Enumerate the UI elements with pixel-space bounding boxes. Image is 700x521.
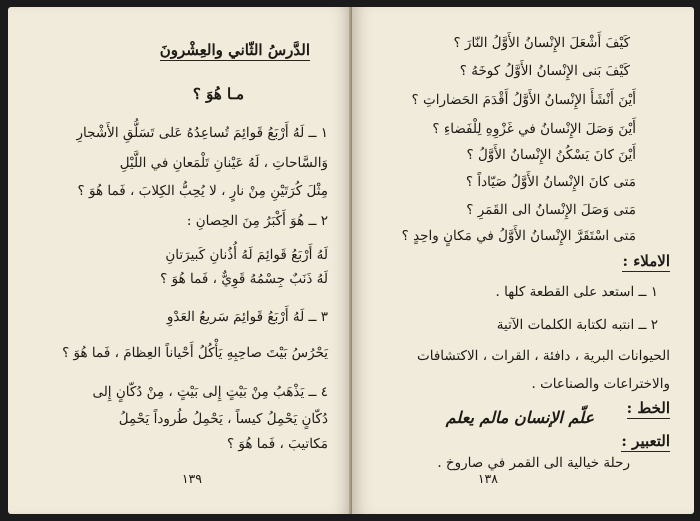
riddle-line: دُكّانٍ يَحْمِلُ كيساً ، يَحْمِلُ طُروداً يَحْمِلُ — [118, 411, 328, 427]
dictation-item: ١ ــ استعد على القطعة كلها . — [495, 284, 658, 300]
riddle-line: مَكاتيبَ ، فَما هُوَ ؟ — [226, 436, 328, 452]
riddle-line: لَهُ أَرْبَعُ قَوائِمَ لَهُ أُذُنانِ كَبيرَتانِ — [165, 247, 328, 263]
riddle-line: ٢ ــ هُوَ أَكْبَرُ مِنَ الحِصانِ : — [186, 213, 328, 229]
page-number: ١٣٨ — [477, 471, 498, 486]
lesson-title: الدَّرسُ الثّاني والعِشْرونَ — [159, 41, 310, 59]
riddle-line: يَحْرُسُ بَيْتَ صاحِبِهِ يَأْكُلُ أَحْياناً العِظامَ ، فَما هُوَ ؟ — [62, 345, 328, 361]
question-line: أَيْنَ وَصَلَ الإِنْسانُ في غَزْوِهِ لِلْفَضاءِ ؟ — [432, 121, 636, 137]
riddle-line: وَالسَّاحاتِ ، لَهُ عَيْنانِ تَلْمَعانِ في اللَّيْلِ — [119, 155, 328, 171]
riddle-line: ٤ ــ يَذْهَبُ مِنْ بَيْتٍ إِلى بَيْتٍ ، مِنْ دُكّانٍ إِلى — [92, 384, 328, 400]
handwriting-heading: الخط : — [626, 399, 670, 417]
handwriting-text: علّم الإنسان مالم يعلم — [445, 408, 594, 427]
question-line: مَتى اسْتَقَرَّ الإِنْسانُ الأَوَّلُ في مَكانٍ واحِدٍ ؟ — [401, 228, 636, 244]
riddle-line: مِثْلَ كُرَتَيْنِ مِنْ نارٍ ، لا يُحِبُّ الكِلابَ ، فَما هُوَ ؟ — [77, 183, 328, 199]
riddle-line: ١ ــ لَهُ أَرْبَعُ قَوائِمَ تُساعِدُهُ عَلى تَسَلُّقِ الأَشْجارِ — [76, 125, 328, 141]
page-number: ١٣٩ — [181, 471, 202, 486]
question-line: مَتى وَصَلَ الإِنْسانُ الى القَمَرِ ؟ — [466, 202, 636, 218]
riddle-line: ٣ ــ لَهُ أَرْبَعُ قَوائِمَ سَريعُ العَدْوِ — [166, 309, 328, 325]
question-line: أَيْنَ أَنْشَأَ الإِنْسانُ الأَوَّلُ أَقْدَمَ الحَضاراتِ ؟ — [411, 92, 636, 108]
right-page — [352, 7, 694, 514]
expression-text: رحلة خيالية الى القمر في صاروخ . — [437, 455, 630, 471]
word-list-line: الحيوانات البرية ، دافئة ، القرات ، الاكتشافات — [417, 348, 670, 364]
riddle-line: لَهُ ذَنَبٌ جِسْمُهُ قَوِيٌّ ، فَما هُوَ ؟ — [160, 271, 328, 287]
word-list-line: والاختراعات والصناعات . — [531, 376, 670, 392]
question-line: أَيْنَ كانَ يَسْكُنُ الإِنْسانُ الأَوَّلُ ؟ — [466, 147, 636, 163]
question-line: كَيْفَ أَشْعَلَ الإِنْسانُ الأَوَّلُ النّارَ ؟ — [453, 35, 630, 51]
expression-heading: التعبير : — [621, 432, 670, 450]
left-page — [8, 7, 352, 514]
question-line: مَتى كانَ الإِنْسانُ الأَوَّلُ صَيّاداً ؟ — [465, 174, 636, 190]
dictation-item: ٢ ــ انتبه لكتابة الكلمات الآتية — [496, 317, 658, 333]
question-line: كَيْفَ بَنى الإِنْسانُ الأَوَّلُ كوخَهُ ؟ — [459, 63, 630, 79]
lesson-subtitle: مـا هُوَ ؟ — [192, 85, 244, 103]
dictation-heading: الاملاء : — [622, 252, 670, 270]
